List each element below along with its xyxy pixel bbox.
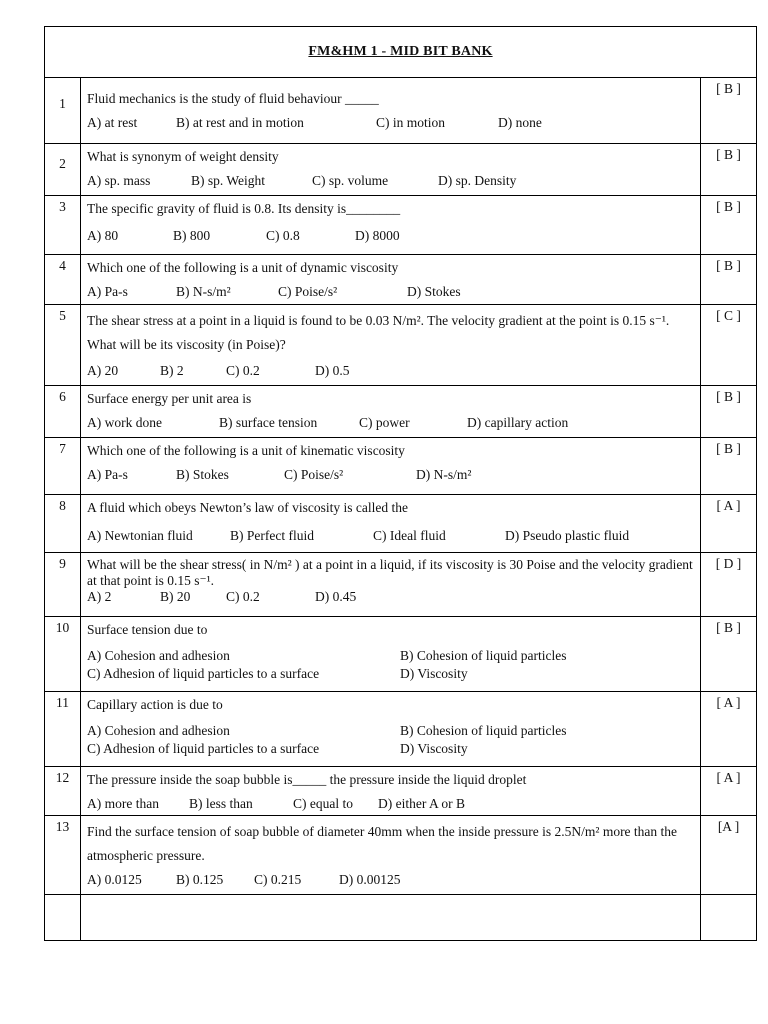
question-table — [44, 77, 757, 941]
option-d: D) N-s/m² — [416, 467, 472, 482]
option-b: B) at rest and in motion — [176, 115, 304, 130]
answer-key: [ B ] — [716, 147, 741, 162]
option-a: A) Cohesion and adhesion — [87, 648, 230, 663]
option-d: D) 0.45 — [315, 589, 357, 604]
answer-key: [ B ] — [716, 199, 741, 214]
option-c: C) 0.215 — [254, 872, 302, 887]
option-c: C) power — [359, 415, 410, 430]
option-c: C) Ideal fluid — [373, 528, 446, 543]
question-row — [45, 144, 757, 196]
answer-key: [ C ] — [716, 308, 741, 323]
question-text: Which one of the following is a unit of kinematic viscosity — [87, 443, 405, 458]
question-row — [45, 196, 757, 255]
option-a: A) work done — [87, 415, 162, 430]
question-number: 1 — [59, 96, 66, 111]
question-number: 12 — [55, 770, 70, 785]
question-number: 4 — [59, 258, 66, 273]
question-number: 7 — [59, 441, 66, 456]
question-number: 5 — [59, 308, 66, 323]
option-c: C) in motion — [376, 115, 446, 130]
option-b: B) less than — [189, 796, 253, 811]
question-number: 9 — [59, 556, 66, 571]
question-text: The specific gravity of fluid is 0.8. Its density is________ — [87, 201, 401, 216]
question-row — [45, 816, 757, 895]
question-number: 8 — [59, 498, 66, 513]
option-c: C) Poise/s² — [278, 284, 338, 299]
answer-key: [ B ] — [716, 389, 741, 404]
option-c: C) Poise/s² — [284, 467, 344, 482]
option-d: D) Stokes — [407, 284, 461, 299]
option-b: B) 20 — [160, 589, 191, 604]
question-number: 11 — [56, 695, 69, 710]
question-text: What will be the shear stress( in N/m² ) at a point in a liquid, if its viscosity is 30 Poise and the velocity gradient at that point is 0.15 s⁻¹. — [87, 557, 693, 588]
option-a: A) 20 — [87, 363, 119, 378]
question-number: 13 — [55, 819, 70, 834]
answer-key: [A ] — [717, 819, 740, 834]
answer-key: [ A ] — [716, 498, 741, 513]
option-b: B) Cohesion of liquid particles — [400, 648, 567, 663]
question-number: 2 — [59, 156, 66, 171]
answer-key: [ A ] — [716, 770, 741, 785]
question-number: 6 — [59, 389, 66, 404]
option-c: C) Adhesion of liquid particles to a surface — [87, 666, 320, 681]
question-row — [45, 305, 757, 386]
answer-key: [ A ] — [716, 695, 741, 710]
option-b: B) sp. Weight — [191, 173, 266, 188]
question-text: What is synonym of weight density — [87, 149, 279, 164]
option-d: D) 0.00125 — [339, 872, 401, 887]
question-text: Find the surface tension of soap bubble of diameter 40mm when the inside pressure is 2.5N/m² more than the atmospheric pressure. — [87, 824, 678, 863]
option-d: D) either A or B — [378, 796, 465, 811]
question-row — [45, 255, 757, 305]
question-text: Which one of the following is a unit of dynamic viscosity — [87, 260, 399, 275]
option-a: A) 0.0125 — [87, 872, 142, 887]
question-row — [45, 438, 757, 495]
option-a: A) Pa-s — [87, 284, 128, 299]
option-d: D) 0.5 — [315, 363, 350, 378]
option-c: C) Adhesion of liquid particles to a surface — [87, 741, 320, 756]
option-b: B) N-s/m² — [176, 284, 231, 299]
option-a: A) more than — [87, 796, 159, 811]
option-c: C) 0.8 — [266, 228, 300, 243]
option-a: A) at rest — [87, 115, 138, 130]
option-b: B) Cohesion of liquid particles — [400, 723, 567, 738]
question-row — [45, 495, 757, 553]
question-number: 10 — [55, 620, 70, 635]
question-number: 3 — [59, 199, 66, 214]
option-a: A) Pa-s — [87, 467, 128, 482]
answer-key: [ D ] — [715, 556, 742, 571]
option-b: B) Perfect fluid — [230, 528, 314, 543]
option-c: C) sp. volume — [312, 173, 389, 188]
question-row — [45, 78, 757, 144]
empty-row — [45, 895, 757, 941]
option-b: B) surface tension — [219, 415, 318, 430]
option-c: C) 0.2 — [226, 363, 260, 378]
question-row — [45, 553, 757, 617]
option-a: A) 2 — [87, 589, 112, 604]
question-text: Fluid mechanics is the study of fluid behaviour _____ — [87, 91, 379, 106]
option-b: B) 0.125 — [176, 872, 224, 887]
option-d: D) Viscosity — [400, 741, 468, 756]
option-d: D) capillary action — [467, 415, 569, 430]
question-row — [45, 767, 757, 816]
answer-key: [ B ] — [716, 81, 741, 96]
question-row — [45, 692, 757, 767]
question-row — [45, 386, 757, 438]
question-text: A fluid which obeys Newton’s law of viscosity is called the — [87, 500, 408, 515]
answer-key: [ B ] — [716, 441, 741, 456]
option-d: D) sp. Density — [438, 173, 517, 188]
option-c: C) equal to — [293, 796, 353, 811]
option-b: B) Stokes — [176, 467, 229, 482]
question-text: Surface tension due to — [87, 622, 208, 637]
option-a: A) Newtonian fluid — [87, 528, 193, 543]
page-title: FM&HM 1 - MID BIT BANK — [308, 44, 493, 59]
answer-key: [ B ] — [716, 258, 741, 273]
option-d: D) 8000 — [355, 228, 400, 243]
question-text: Capillary action is due to — [87, 697, 223, 712]
option-c: C) 0.2 — [226, 589, 260, 604]
title-row — [44, 26, 757, 77]
option-d: D) Pseudo plastic fluid — [505, 528, 630, 543]
question-text: The pressure inside the soap bubble is_____ the pressure inside the liquid droplet — [87, 772, 527, 787]
bit-bank-page — [44, 26, 757, 941]
option-b: B) 800 — [173, 228, 211, 243]
question-row — [45, 617, 757, 692]
option-d: D) none — [498, 115, 542, 130]
answer-key: [ B ] — [716, 620, 741, 635]
question-text: Surface energy per unit area is — [87, 391, 252, 406]
option-d: D) Viscosity — [400, 666, 468, 681]
option-a: A) Cohesion and adhesion — [87, 723, 230, 738]
option-b: B) 2 — [160, 363, 184, 378]
option-a: A) 80 — [87, 228, 119, 243]
option-a: A) sp. mass — [87, 173, 151, 188]
question-text: The shear stress at a point in a liquid is found to be 0.03 N/m². The velocity gradient at the point is 0.15 s⁻¹. What will be its viscosity (in Poise)? — [87, 313, 670, 352]
